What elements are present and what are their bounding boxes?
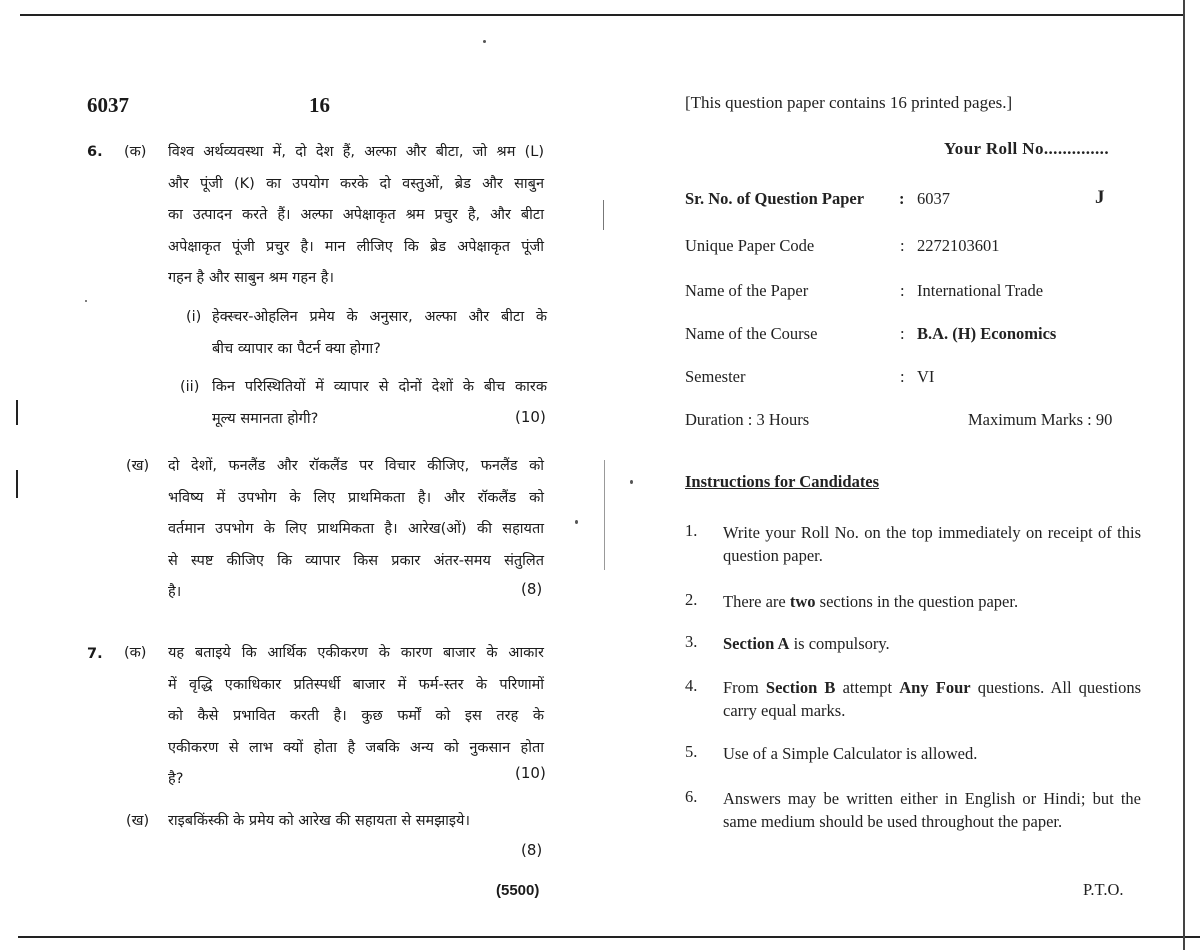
text-line: भविष्य में उपभोग के लिए प्राथमिकता है। और रॉकलैंड को <box>168 489 544 506</box>
meta-colon: : <box>900 281 905 300</box>
text-line: मूल्य समानता होगी? <box>212 410 319 427</box>
subpart-label: (ii) <box>180 379 200 395</box>
text-line: अपेक्षाकृत पूंजी प्रचुर है। मान लीजिए कि ब्रेड अपेक्षाकृत पूंजी <box>168 238 544 255</box>
meta-label: Name of the Course <box>685 324 818 343</box>
marks: (8) <box>521 841 543 859</box>
meta-label: Name of the Paper <box>685 281 809 300</box>
text-line: है। <box>168 584 182 600</box>
subpart-label: (क) <box>124 144 147 160</box>
meta-value: VI <box>917 367 935 386</box>
meta-label: Unique Paper Code <box>685 236 815 255</box>
pages-note: [This question paper contains 16 printed pages.] <box>685 93 1013 112</box>
question-text <box>168 137 544 295</box>
text-line: का उत्पादन करते हैं। अल्फा अपेक्षाकृत श्रम प्रचुर है, और बीटा <box>168 207 544 223</box>
question-number: 6. <box>87 144 103 160</box>
text-line: दो देशों, फनलैंड और रॉकलैंड पर विचार कीजिए, फनलैंड को <box>168 458 544 474</box>
meta-colon: : <box>900 367 905 386</box>
question-text <box>168 638 544 796</box>
instruction-fragment: There are <box>723 592 790 611</box>
meta-colon: : <box>900 236 905 255</box>
fold-mark <box>603 200 604 230</box>
instruction-fragment: sections in the question paper. <box>815 592 1019 611</box>
text-line: है? <box>168 771 184 787</box>
text-line: में वृद्धि एकाधिकार प्रतिस्पर्धी बाजार में फर्म-स्तर के परिणामों <box>168 676 544 693</box>
meta-colon: : <box>899 189 905 208</box>
meta-value: 6037 <box>917 189 950 208</box>
text-line: एकीकरण से लाभ क्यों होता है जबकि अन्य को नुकसान होता <box>168 739 544 756</box>
instruction-number: 5. <box>685 742 698 761</box>
text-line: विश्व अर्थव्यवस्था में, दो देश हैं, अल्फा और बीटा, जो श्रम (L) <box>168 144 544 160</box>
instruction-text: Use of a Simple Calculator is allowed. <box>723 744 978 763</box>
text-line: यह बताइये कि आर्थिक एकीकरण के कारण बाजार के आकार <box>168 645 544 661</box>
instruction-text: Answers may be written either in English or Hindi; but the same medium should be used throughout the paper. <box>723 789 1141 831</box>
page-number: 16 <box>309 93 330 117</box>
question-text <box>212 372 547 435</box>
please-turn-over: P.T.O. <box>1083 880 1124 899</box>
instruction-text <box>723 676 1141 722</box>
text-line: को कैसे प्रभावित करती है। कुछ फर्मों को इस तरह के <box>168 708 544 724</box>
marks: (8) <box>521 580 543 598</box>
duration: Duration : 3 Hours <box>685 410 810 429</box>
meta-value: 2272103601 <box>917 236 1000 255</box>
text-line: और पूंजी (K) का उपयोग करके दो वस्तुओं, ब्रेड और साबुन <box>168 175 544 192</box>
marks: (10) <box>515 764 546 782</box>
instruction-text <box>723 590 1141 613</box>
meta-colon: : <box>900 324 905 343</box>
question-text <box>212 302 547 365</box>
set-code: J <box>1095 187 1105 208</box>
print-count: (5500) <box>496 882 540 899</box>
right-page <box>610 0 1200 950</box>
subpart-label: (i) <box>186 309 202 325</box>
instruction-number: 4. <box>685 676 698 695</box>
instruction-fragment: attempt <box>835 678 900 697</box>
instruction-fragment: is compulsory. <box>789 634 890 653</box>
paper-code: 6037 <box>87 93 129 117</box>
meta-label: Semester <box>685 367 746 386</box>
maximum-marks: Maximum Marks : 90 <box>968 410 1113 429</box>
instruction-fragment: questions. All questions carry equal marks. <box>723 678 1142 720</box>
instruction-emphasis: Section B <box>765 678 836 697</box>
question-text <box>168 451 544 609</box>
text-line: वर्तमान उपभोग के लिए प्राथमिकता है। आरेख(ओं) की सहायता <box>168 521 544 537</box>
meta-label: Sr. No. of Question Paper <box>685 189 865 208</box>
subpart-label: (ख) <box>126 813 150 829</box>
subpart-label: (ख) <box>126 458 150 474</box>
question-text: राइबकिंस्की के प्रमेय को आरेख की सहायता से समझाइये। <box>168 813 470 829</box>
instruction-number: 3. <box>685 632 698 651</box>
subpart-label: (क) <box>124 645 147 661</box>
instructions-heading: Instructions for Candidates <box>685 472 880 491</box>
text-line: से स्पष्ट कीजिए कि व्यापार किस प्रकार अंतर-समय संतुलित <box>168 552 544 569</box>
instruction-text <box>723 632 1141 655</box>
instructions-list <box>610 0 1200 900</box>
instruction-number: 2. <box>685 590 698 609</box>
question-number: 7. <box>87 646 103 662</box>
instruction-number: 1. <box>685 521 698 540</box>
text-line: हेक्स्चर-ओहलिन प्रमेय के अनुसार, अल्फा और बीटा के <box>212 309 547 325</box>
instruction-text: Write your Roll No. on the top immediately on receipt of this question paper. <box>723 523 1141 565</box>
text-line: किन परिस्थितियों में व्यापार से दोनों देशों के बीच कारक <box>212 379 547 395</box>
text-line: गहन है और साबुन श्रम गहन है। <box>168 270 334 286</box>
meta-value: International Trade <box>917 281 1044 300</box>
meta-value: B.A. (H) Economics <box>917 324 1057 343</box>
roll-number-field: Your Roll No.............. <box>944 139 1109 158</box>
fold-mark-2 <box>604 460 605 570</box>
instruction-emphasis: Any Four <box>899 678 971 697</box>
text-line: बीच व्यापार का पैटर्न क्या होगा? <box>212 340 381 357</box>
marks: (10) <box>515 408 546 426</box>
instruction-number: 6. <box>685 787 698 806</box>
instruction-emphasis: two <box>789 592 816 611</box>
instruction-emphasis: Section A <box>723 634 790 653</box>
instruction-fragment: From <box>723 678 766 697</box>
